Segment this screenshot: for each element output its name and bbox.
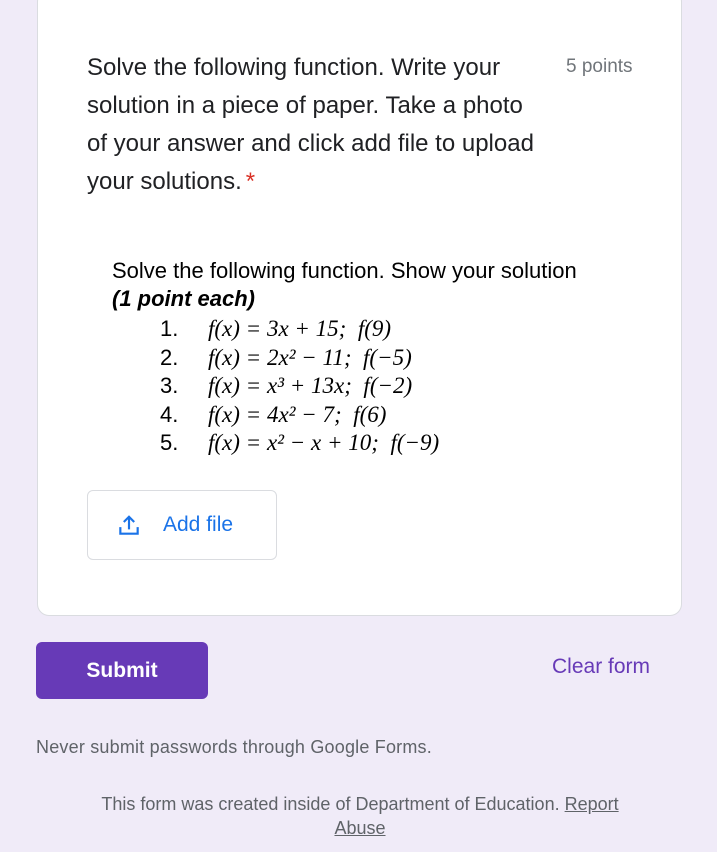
upload-icon [116, 512, 142, 538]
equation-number: 2. [160, 344, 179, 370]
equation-number: 5. [160, 430, 179, 455]
equation-text: f(x) = 3x + 15; f(9) [208, 316, 392, 341]
equation-number: 3. [160, 373, 179, 398]
image-title: Solve the following function. Show your solution [112, 258, 577, 283]
equation-number: 4. [160, 401, 179, 427]
equation-list [160, 315, 652, 458]
equation-item [160, 429, 652, 458]
equation-item [160, 315, 652, 344]
equation-item [160, 344, 652, 373]
question-title [87, 49, 549, 201]
question-card [37, 0, 682, 616]
equation-item [160, 372, 652, 401]
question-image [112, 257, 652, 458]
required-asterisk: * [245, 168, 256, 195]
question-text: Solve the following function. Write your solution in a piece of paper. Take a photo of your answer and click add file to upload your solutions. [87, 54, 534, 195]
question-points: 5 points [566, 56, 633, 77]
footer-text: This form was created inside of Department of Education. [101, 794, 560, 814]
submit-button[interactable]: Submit [36, 642, 208, 699]
clear-form-button[interactable]: Clear form [552, 655, 651, 678]
equation-text: f(x) = x³ + 13x; f(−2) [208, 373, 413, 398]
equation-text: f(x) = 2x² − 11; f(−5) [208, 344, 412, 370]
footer [0, 792, 717, 840]
report-abuse-link[interactable]: Report Abuse [334, 794, 619, 838]
image-subtitle: (1 point each) [112, 286, 256, 311]
add-file-label: Add file [163, 513, 234, 536]
equation-text: f(x) = 4x² − 7; f(6) [208, 401, 387, 427]
password-disclaimer: Never submit passwords through Google Forms. [36, 737, 432, 757]
equation-item [160, 401, 652, 430]
equation-number: 1. [160, 316, 179, 341]
add-file-button[interactable] [87, 490, 277, 560]
equation-text: f(x) = x² − x + 10; f(−9) [208, 430, 440, 455]
